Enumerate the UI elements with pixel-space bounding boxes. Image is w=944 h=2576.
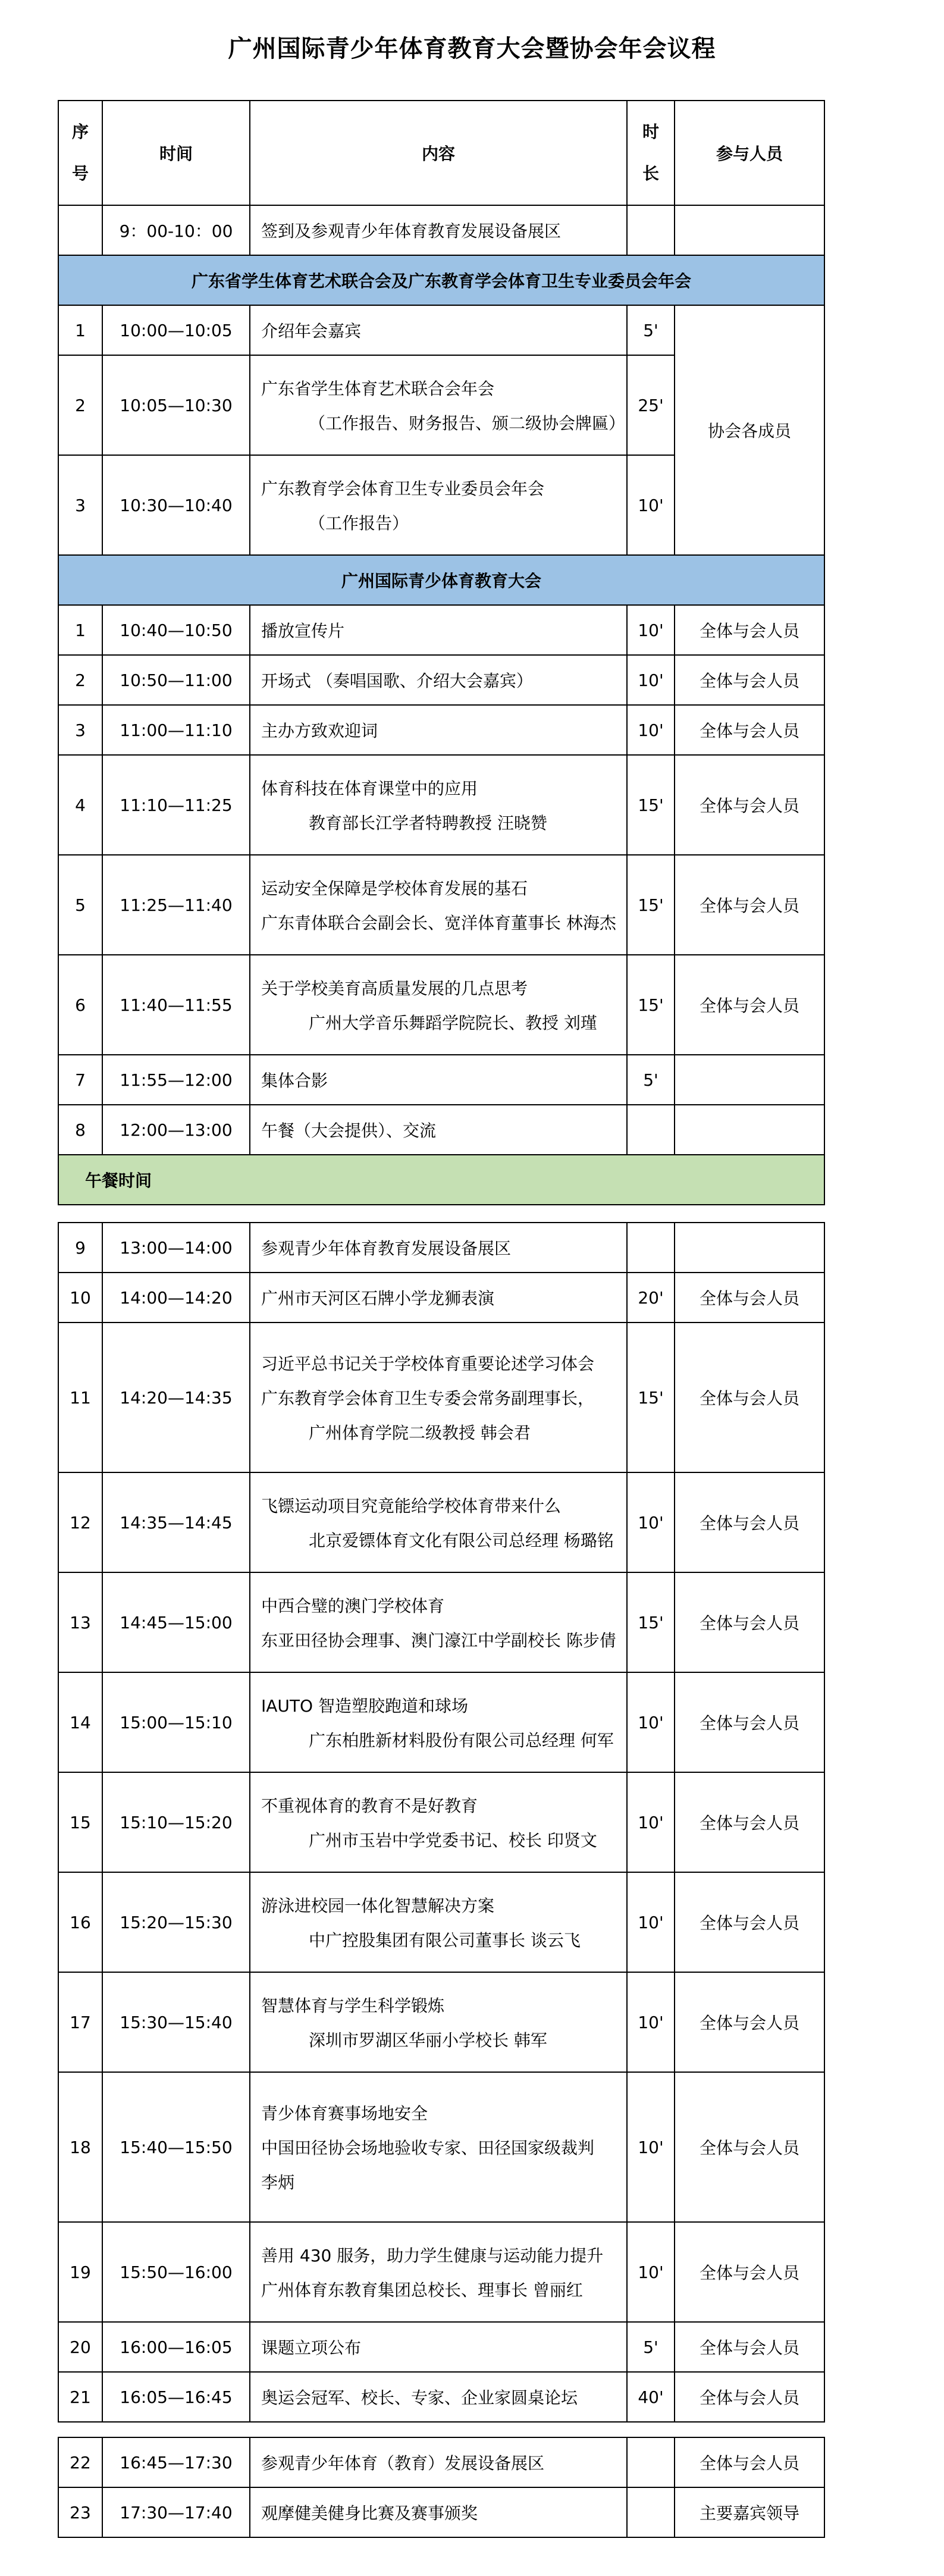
cell-time: 16:45—17:30 xyxy=(102,2437,250,2487)
cell-time: 15:20—15:30 xyxy=(102,1872,250,1972)
cell-time: 12:00—13:00 xyxy=(102,1105,250,1155)
table-row xyxy=(58,2437,824,2487)
cell-seq: 5 xyxy=(58,855,102,955)
cell-duration: 25' xyxy=(627,355,675,455)
cell-content: 善用 430 服务，助力学生健康与运动能力提升 广州体育东教育集团总校长、理事长 曾丽红 xyxy=(250,2222,627,2322)
table-row xyxy=(58,605,824,655)
cell-participants: 全体与会人员 xyxy=(675,1672,824,1772)
cell-participants: 全体与会人员 xyxy=(675,2437,824,2487)
cell-seq: 2 xyxy=(58,355,102,455)
cell-participants: 全体与会人员 xyxy=(675,1972,824,2072)
cell-duration xyxy=(627,2487,675,2537)
table-row xyxy=(58,1972,824,2072)
cell-time: 14:45—15:00 xyxy=(102,1572,250,1672)
table-row xyxy=(58,205,824,255)
cell-content: 签到及参观青少年体育教育发展设备展区 xyxy=(250,205,627,255)
table-row xyxy=(58,305,824,355)
cell-time: 9：00-10：00 xyxy=(102,205,250,255)
cell-participants: 全体与会人员 xyxy=(675,2222,824,2322)
cell-participants: 全体与会人员 xyxy=(675,705,824,755)
cell-seq: 8 xyxy=(58,1105,102,1155)
cell-content: 开场式 （奏唱国歌、介绍大会嘉宾） xyxy=(250,655,627,705)
cell-time: 11:10—11:25 xyxy=(102,755,250,855)
agenda-table-main xyxy=(58,100,825,1205)
cell-duration: 15' xyxy=(627,755,675,855)
cell-duration: 10' xyxy=(627,1472,675,1572)
cell-content: 智慧体育与学生科学锻炼 深圳市罗湖区华丽小学校长 韩军 xyxy=(250,1972,627,2072)
section-header-1 xyxy=(58,255,824,305)
cell-seq: 1 xyxy=(58,605,102,655)
cell-participants: 全体与会人员 xyxy=(675,855,824,955)
cell-time: 10:40—10:50 xyxy=(102,605,250,655)
cell-time: 15:50—16:00 xyxy=(102,2222,250,2322)
cell-time: 15:40—15:50 xyxy=(102,2072,250,2222)
cell-content: 参观青少年体育（教育）发展设备展区 xyxy=(250,2437,627,2487)
cell-seq: 12 xyxy=(58,1472,102,1572)
cell-seq: 15 xyxy=(58,1772,102,1872)
section-title: 广东省学生体育艺术联合会及广东教育学会体育卫生专业委员会年会 xyxy=(58,255,824,305)
cell-seq: 4 xyxy=(58,755,102,855)
cell-duration: 10' xyxy=(627,605,675,655)
cell-duration xyxy=(627,1105,675,1155)
cell-seq: 3 xyxy=(58,705,102,755)
cell-time: 14:35—14:45 xyxy=(102,1472,250,1572)
lunch-title: 午餐时间 xyxy=(58,1155,824,1205)
cell-seq: 19 xyxy=(58,2222,102,2322)
table-row xyxy=(58,705,824,755)
cell-participants: 全体与会人员 xyxy=(675,1273,824,1323)
cell-duration: 10' xyxy=(627,655,675,705)
cell-participants: 全体与会人员 xyxy=(675,1472,824,1572)
cell-participants xyxy=(675,1055,824,1105)
cell-participants: 全体与会人员 xyxy=(675,605,824,655)
cell-content: 午餐（大会提供）、交流 xyxy=(250,1105,627,1155)
cell-seq: 13 xyxy=(58,1572,102,1672)
cell-seq: 3 xyxy=(58,455,102,555)
cell-seq: 23 xyxy=(58,2487,102,2537)
header-content: 内容 xyxy=(250,101,627,205)
cell-participants: 全体与会人员 xyxy=(675,1772,824,1872)
cell-content: 运动安全保障是学校体育发展的基石 广东青体联合会副会长、宽洋体育董事长 林海杰 xyxy=(250,855,627,955)
cell-content: 游泳进校园一体化智慧解决方案 中广控股集团有限公司董事长 谈云飞 xyxy=(250,1872,627,1972)
cell-content: 参观青少年体育教育发展设备展区 xyxy=(250,1223,627,1273)
cell-content: 中西合璧的澳门学校体育 东亚田径协会理事、澳门濠江中学副校长 陈步倩 xyxy=(250,1572,627,1672)
cell-duration: 10' xyxy=(627,1672,675,1772)
table-row xyxy=(58,855,824,955)
table-row xyxy=(58,1772,824,1872)
table-row xyxy=(58,1572,824,1672)
cell-content: 课题立项公布 xyxy=(250,2322,627,2372)
cell-time: 11:55—12:00 xyxy=(102,1055,250,1105)
cell-content: 青少体育赛事场地安全 中国田径协会场地验收专家、田径国家级裁判 李炳 xyxy=(250,2072,627,2222)
cell-seq: 16 xyxy=(58,1872,102,1972)
cell-time: 16:05—16:45 xyxy=(102,2372,250,2422)
cell-content: 播放宣传片 xyxy=(250,605,627,655)
cell-duration: 10' xyxy=(627,705,675,755)
header-time: 时间 xyxy=(102,101,250,205)
table-row xyxy=(58,1672,824,1772)
cell-content: 主办方致欢迎词 xyxy=(250,705,627,755)
cell-seq: 20 xyxy=(58,2322,102,2372)
cell-time: 15:30—15:40 xyxy=(102,1972,250,2072)
cell-content: 不重视体育的教育不是好教育 广州市玉岩中学党委书记、校长 印贤文 xyxy=(250,1772,627,1872)
agenda-table-final xyxy=(58,2437,825,2538)
cell-participants: 全体与会人员 xyxy=(675,1872,824,1972)
cell-duration: 5' xyxy=(627,305,675,355)
cell-time: 10:05—10:30 xyxy=(102,355,250,455)
cell-seq: 1 xyxy=(58,305,102,355)
cell-seq: 22 xyxy=(58,2437,102,2487)
cell-time: 10:30—10:40 xyxy=(102,455,250,555)
cell-seq: 21 xyxy=(58,2372,102,2422)
cell-participants: 全体与会人员 xyxy=(675,2322,824,2372)
cell-content: 介绍年会嘉宾 xyxy=(250,305,627,355)
cell-participants xyxy=(675,1223,824,1273)
cell-participants: 协会各成员 xyxy=(675,305,824,555)
cell-duration xyxy=(627,1223,675,1273)
cell-duration: 10' xyxy=(627,2222,675,2322)
table-row xyxy=(58,2372,824,2422)
table-row xyxy=(58,1872,824,1972)
cell-participants: 全体与会人员 xyxy=(675,2072,824,2222)
cell-duration xyxy=(627,2437,675,2487)
cell-seq: 9 xyxy=(58,1223,102,1273)
cell-time: 13:00—14:00 xyxy=(102,1223,250,1273)
table-row xyxy=(58,1472,824,1572)
cell-time: 10:50—11:00 xyxy=(102,655,250,705)
section-header-2 xyxy=(58,555,824,605)
cell-time: 11:40—11:55 xyxy=(102,955,250,1055)
cell-participants: 全体与会人员 xyxy=(675,2372,824,2422)
cell-seq: 14 xyxy=(58,1672,102,1772)
cell-content: 习近平总书记关于学校体育重要论述学习体会 广东教育学会体育卫生专委会常务副理事长， 广州体育学院二级教授 韩会君 xyxy=(250,1323,627,1472)
cell-duration: 10' xyxy=(627,455,675,555)
table-row xyxy=(58,2222,824,2322)
cell-seq: 2 xyxy=(58,655,102,705)
header-participants: 参与人员 xyxy=(675,101,824,205)
table-header-row xyxy=(58,101,824,205)
cell-duration: 15' xyxy=(627,855,675,955)
cell-participants: 全体与会人员 xyxy=(675,655,824,705)
cell-time: 14:00—14:20 xyxy=(102,1273,250,1323)
cell-duration: 5' xyxy=(627,2322,675,2372)
table-row xyxy=(58,2487,824,2537)
table-row xyxy=(58,2322,824,2372)
cell-content: 广州市天河区石牌小学龙狮表演 xyxy=(250,1273,627,1323)
cell-content: 飞镖运动项目究竟能给学校体育带来什么 北京爱镖体育文化有限公司总经理 杨璐铭 xyxy=(250,1472,627,1572)
cell-time: 10:00—10:05 xyxy=(102,305,250,355)
cell-participants: 全体与会人员 xyxy=(675,955,824,1055)
table-row xyxy=(58,655,824,705)
cell-time: 11:00—11:10 xyxy=(102,705,250,755)
cell-content: IAUTO 智造塑胶跑道和球场 广东柏胜新材料股份有限公司总经理 何军 xyxy=(250,1672,627,1772)
cell-time: 15:00—15:10 xyxy=(102,1672,250,1772)
cell-time: 14:20—14:35 xyxy=(102,1323,250,1472)
cell-participants: 全体与会人员 xyxy=(675,1323,824,1472)
cell-duration: 15' xyxy=(627,1572,675,1672)
table-row xyxy=(58,1105,824,1155)
table-row xyxy=(58,1055,824,1105)
agenda-table-afternoon xyxy=(58,1222,825,2423)
cell-duration: 10' xyxy=(627,1972,675,2072)
cell-duration: 15' xyxy=(627,955,675,1055)
cell-time: 15:10—15:20 xyxy=(102,1772,250,1872)
cell-duration: 20' xyxy=(627,1273,675,1323)
cell-participants: 主要嘉宾领导 xyxy=(675,2487,824,2537)
page-title: 广州国际青少年体育教育大会暨协会年会议程 xyxy=(228,35,716,62)
cell-participants: 全体与会人员 xyxy=(675,1572,824,1672)
cell-seq: 6 xyxy=(58,955,102,1055)
cell-time: 11:25—11:40 xyxy=(102,855,250,955)
table-row xyxy=(58,955,824,1055)
cell-time: 16:00—16:05 xyxy=(102,2322,250,2372)
cell-participants: 全体与会人员 xyxy=(675,755,824,855)
lunch-header xyxy=(58,1155,824,1205)
table-row xyxy=(58,1223,824,1273)
table-row xyxy=(58,1273,824,1323)
table-row xyxy=(58,755,824,855)
section-title: 广州国际青少体育教育大会 xyxy=(58,555,824,605)
cell-duration: 10' xyxy=(627,1772,675,1872)
cell-seq: 17 xyxy=(58,1972,102,2072)
cell-seq: 7 xyxy=(58,1055,102,1105)
header-duration: 时长 xyxy=(627,101,675,205)
table-row xyxy=(58,2072,824,2222)
cell-duration: 15' xyxy=(627,1323,675,1472)
cell-time: 17:30—17:40 xyxy=(102,2487,250,2537)
cell-seq: 18 xyxy=(58,2072,102,2222)
cell-content: 广东教育学会体育卫生专业委员会年会 （工作报告） xyxy=(250,455,627,555)
cell-content: 广东省学生体育艺术联合会年会 （工作报告、财务报告、颁二级协会牌匾） xyxy=(250,355,627,455)
cell-duration: 10' xyxy=(627,2072,675,2222)
cell-duration: 5' xyxy=(627,1055,675,1105)
cell-content: 关于学校美育高质量发展的几点思考 广州大学音乐舞蹈学院院长、教授 刘瑾 xyxy=(250,955,627,1055)
cell-participants xyxy=(675,1105,824,1155)
cell-duration: 40' xyxy=(627,2372,675,2422)
cell-duration: 10' xyxy=(627,1872,675,1972)
cell-content: 观摩健美健身比赛及赛事颁奖 xyxy=(250,2487,627,2537)
cell-content: 体育科技在体育课堂中的应用 教育部长江学者特聘教授 汪晓赞 xyxy=(250,755,627,855)
cell-content: 集体合影 xyxy=(250,1055,627,1105)
cell-seq: 11 xyxy=(58,1323,102,1472)
table-row xyxy=(58,1323,824,1472)
cell-content: 奥运会冠军、校长、专家、企业家圆桌论坛 xyxy=(250,2372,627,2422)
header-seq: 序号 xyxy=(58,101,102,205)
cell-seq: 10 xyxy=(58,1273,102,1323)
